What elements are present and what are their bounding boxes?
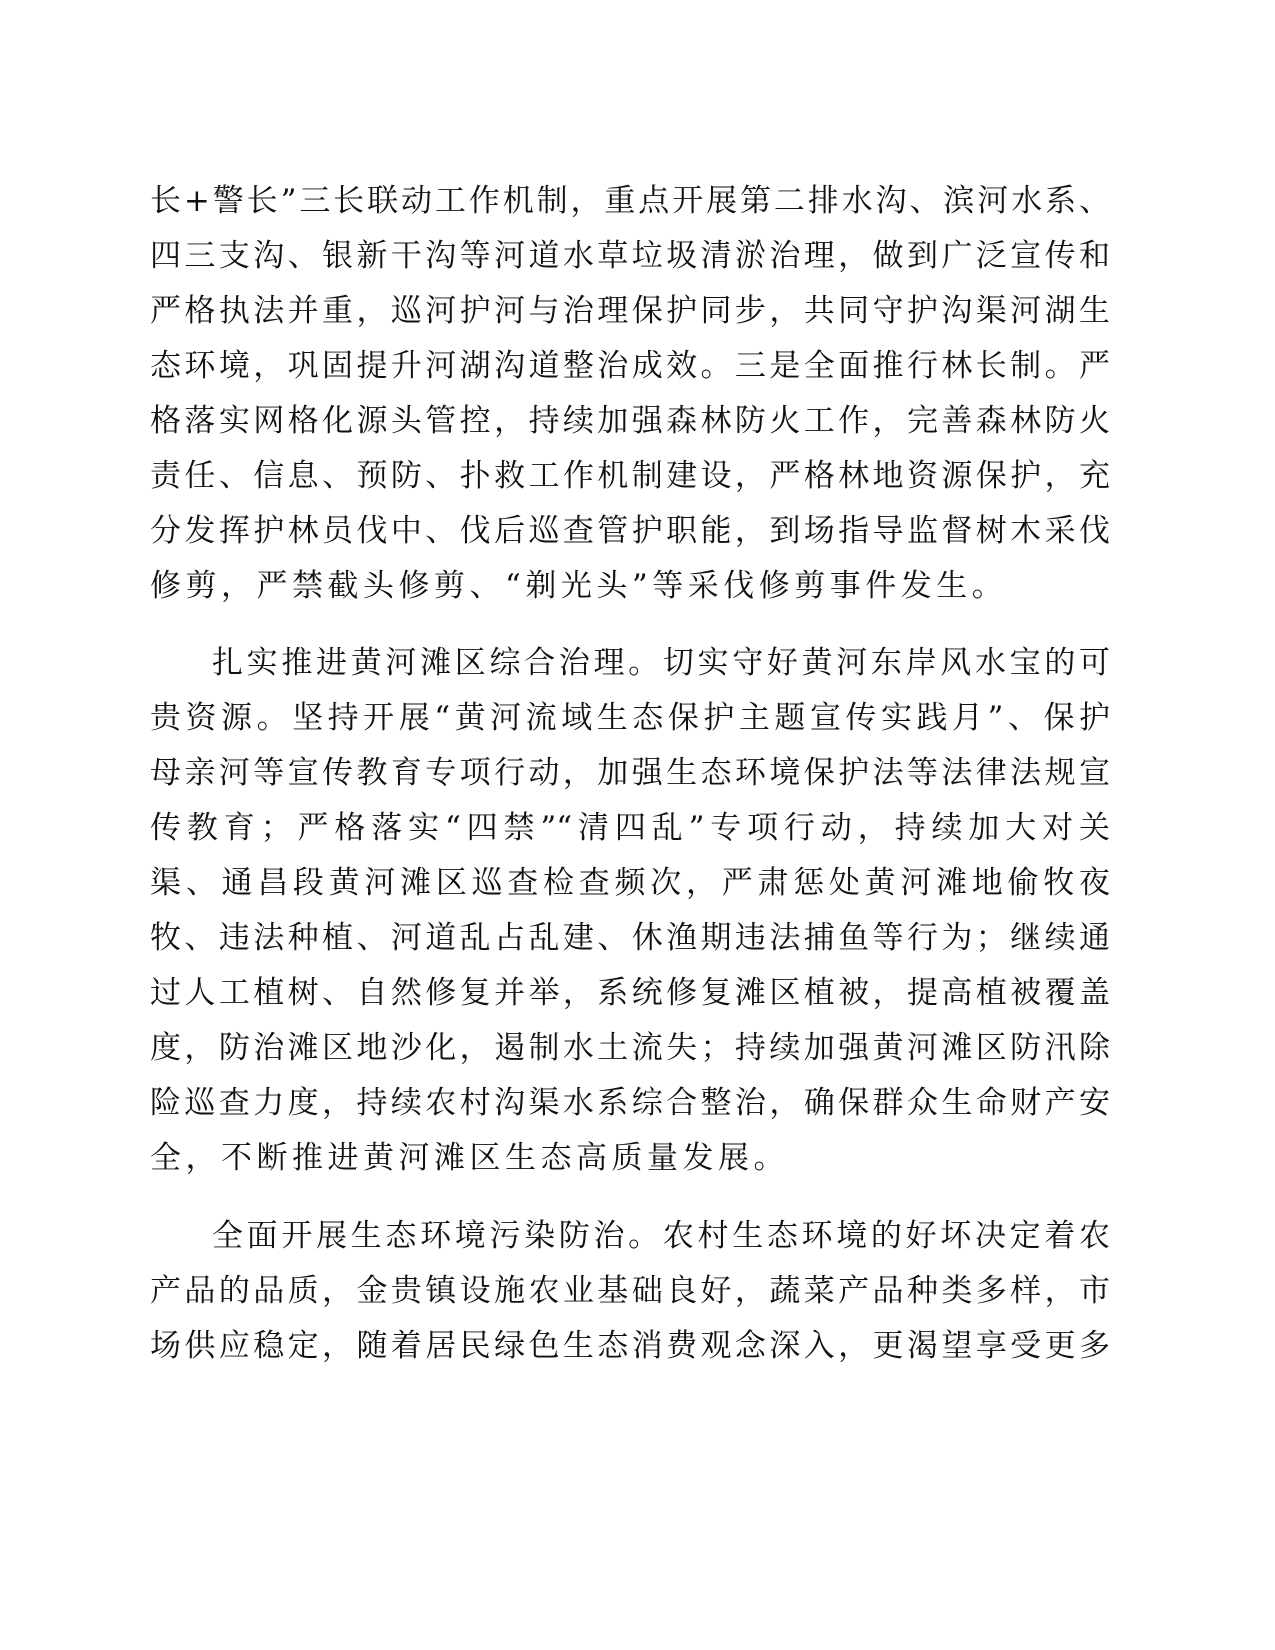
text-line: 度，防治滩区地沙化，遏制水土流失；持续加强黄河滩区防汛除: [150, 1030, 1110, 1066]
text-line: 险巡查力度，持续农村沟渠水系综合整治，确保群众生命财产安: [150, 1085, 1110, 1121]
text-line: 四三支沟、银新干沟等河道水草垃圾清淤治理，做到广泛宣传和: [150, 238, 1110, 274]
text-line: 牧、违法种植、河道乱占乱建、休渔期违法捕鱼等行为；继续通: [150, 920, 1110, 956]
text-line: 产品的品质，金贵镇设施农业基础良好，蔬菜产品种类多样，市: [150, 1273, 1110, 1309]
text-line: 场供应稳定，随着居民绿色生态消费观念深入，更渴望享受更多: [150, 1328, 1110, 1364]
text-line: 全面开展生态环境污染防治。农村生态环境的好坏决定着农: [212, 1218, 1110, 1254]
text-line: 扎实推进黄河滩区综合治理。切实守好黄河东岸风水宝的可: [212, 645, 1110, 681]
text-line: 过人工植树、自然修复并举，系统修复滩区植被，提高植被覆盖: [150, 975, 1110, 1011]
text-line: 态环境，巩固提升河湖沟道整治成效。三是全面推行林长制。严: [150, 348, 1110, 384]
text-line: 贵资源。坚持开展“黄河流域生态保护主题宣传实践月”、保护: [150, 700, 1110, 736]
text-line: 严格执法并重，巡河护河与治理保护同步，共同守护沟渠河湖生: [150, 293, 1110, 329]
text-line: 传教育；严格落实“四禁”“清四乱”专项行动，持续加大对关: [150, 810, 1110, 846]
text-line: 责任、信息、预防、扑救工作机制建设，严格林地资源保护，充: [150, 458, 1110, 494]
text-line: 母亲河等宣传教育专项行动，加强生态环境保护法等法律法规宣: [150, 755, 1110, 791]
text-line: 修剪，严禁截头修剪、“剃光头”等采伐修剪事件发生。: [150, 568, 1008, 604]
text-line: 渠、通昌段黄河滩区巡查检查频次，严肃惩处黄河滩地偷牧夜: [150, 865, 1110, 901]
text-line: 全，不断推进黄河滩区生态高质量发展。: [150, 1140, 789, 1176]
text-line: 分发挥护林员伐中、伐后巡查管护职能，到场指导监督树木采伐: [150, 513, 1110, 549]
text-line: 长+警长”三长联动工作机制，重点开展第二排水沟、滨河水系、: [150, 183, 1110, 219]
text-line: 格落实网格化源头管控，持续加强森林防火工作，完善森林防火: [150, 403, 1110, 439]
